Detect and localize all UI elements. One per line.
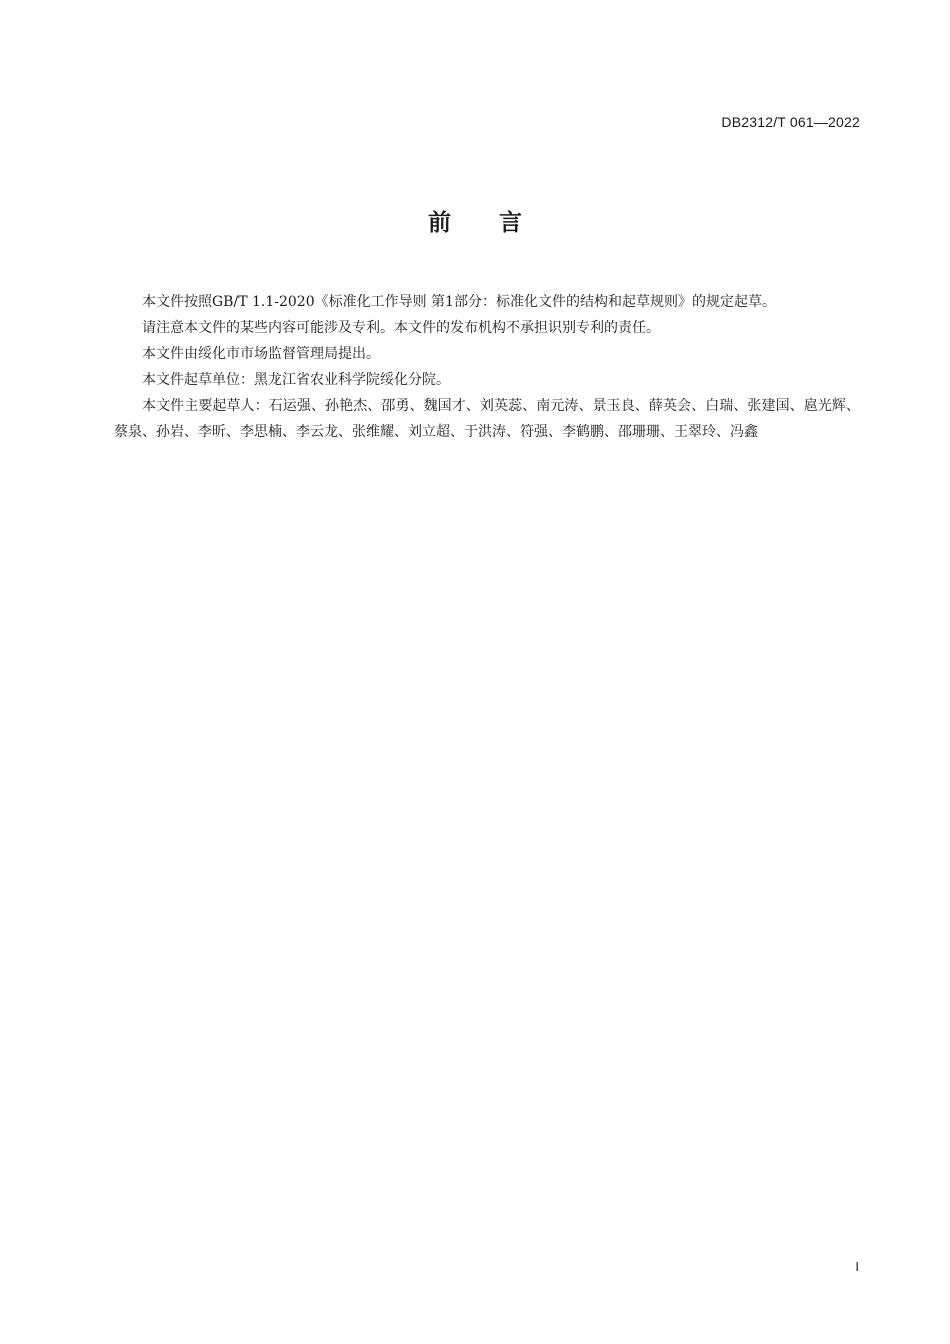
title-char-1: 前 xyxy=(428,210,451,236)
page-number: I xyxy=(855,1259,859,1274)
paragraph-patent-notice: 请注意本文件的某些内容可能涉及专利。本文件的发布机构不承担识别专利的责任。 xyxy=(142,320,660,336)
paragraph-drafting-unit: 本文件起草单位：黑龙江省农业科学院绥化分院。 xyxy=(142,372,450,388)
document-id: DB2312/T 061—2022 xyxy=(721,114,860,130)
page-title xyxy=(0,204,950,237)
title-char-2: 言 xyxy=(499,210,522,236)
paragraph-proposer: 本文件由绥化市市场监督管理局提出。 xyxy=(142,346,380,362)
paragraph-drafters: 本文件主要起草人：石运强、孙艳杰、邵勇、魏国才、刘英蕊、南元涛、景玉良、薛英会、白瑞、张建国、扈光辉、蔡泉、孙岩、李昕、李思楠、李云龙、张维耀、刘立超、于洪涛、符强、李鹤鹏、邵珊珊、王翠玲、冯鑫 xyxy=(114,398,860,440)
paragraph-standard-basis: 本文件按照GB/T 1.1-2020《标准化工作导则 第1部分：标准化文件的结构和起草规则》的规定起草。 xyxy=(142,294,776,310)
preface-body xyxy=(114,289,860,445)
